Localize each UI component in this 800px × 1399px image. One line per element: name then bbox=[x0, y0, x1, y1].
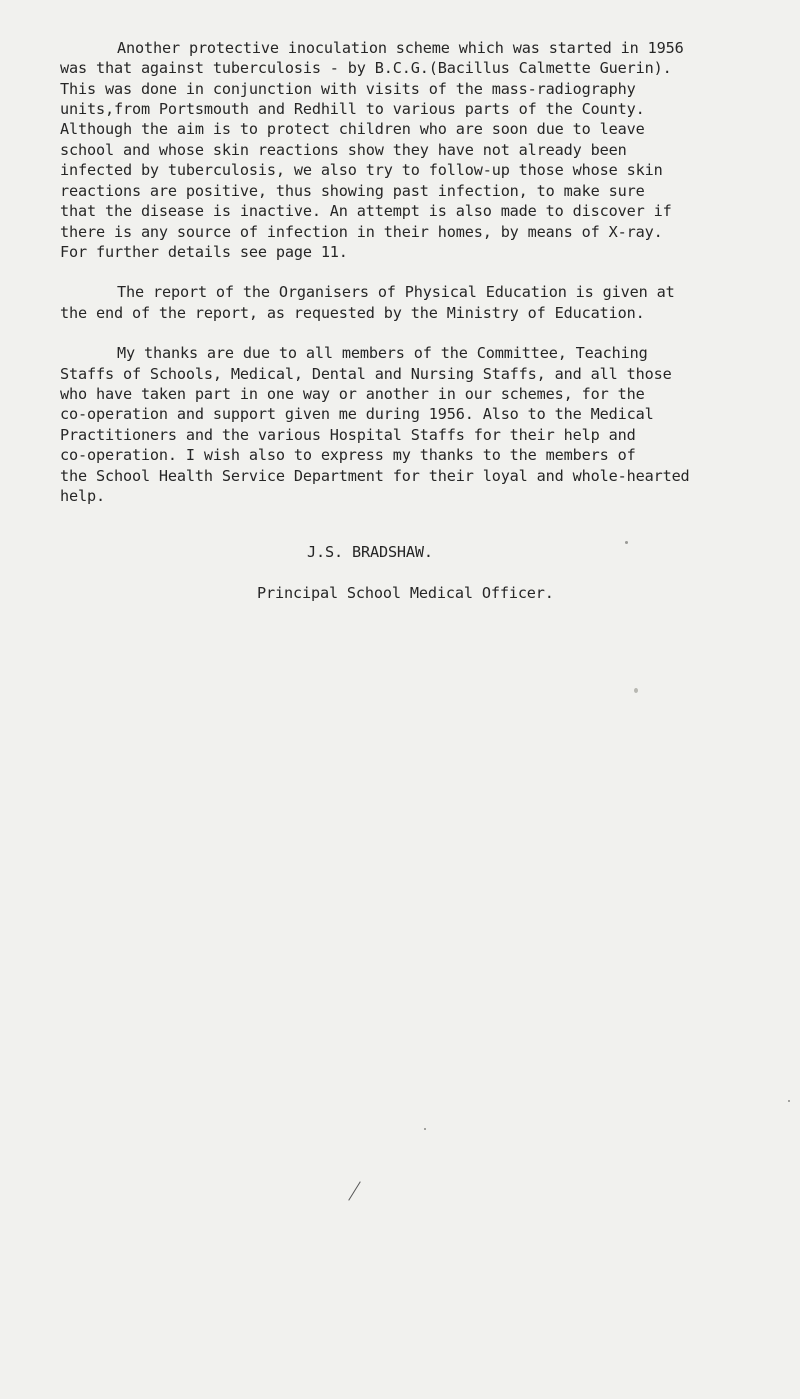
signature-title: Principal School Medical Officer. bbox=[257, 584, 554, 602]
text-line: was that against tuberculosis - by B.C.G.(Bacillus Calmette Guerin). bbox=[60, 59, 672, 77]
text-line: co-operation and support given me during 1956. Also to the Medical bbox=[60, 405, 654, 423]
text-line: Practitioners and the various Hospital Staffs for their help and bbox=[60, 426, 636, 444]
scan-mark bbox=[625, 541, 628, 544]
text-line: reactions are positive, thus showing past infection, to make sure bbox=[60, 182, 645, 200]
text-line: My thanks are due to all members of the Committee, Teaching bbox=[117, 344, 648, 362]
text-line: units,from Portsmouth and Redhill to various parts of the County. bbox=[60, 100, 645, 118]
text-line: Staffs of Schools, Medical, Dental and Nursing Staffs, and all those bbox=[60, 365, 672, 383]
scan-mark bbox=[634, 688, 638, 693]
text-line: the School Health Service Department for their loyal and whole-hearted bbox=[60, 467, 690, 485]
text-line: the end of the report, as requested by the Ministry of Education. bbox=[60, 304, 645, 322]
text-line: The report of the Organisers of Physical Education is given at bbox=[117, 283, 675, 301]
text-line: there is any source of infection in their homes, by means of X-ray. bbox=[60, 223, 663, 241]
text-line: who have taken part in one way or another in our schemes, for the bbox=[60, 385, 645, 403]
text-line: school and whose skin reactions show they have not already been bbox=[60, 141, 627, 159]
text-line bbox=[60, 38, 684, 58]
text-line: that the disease is inactive. An attempt is also made to discover if bbox=[60, 202, 672, 220]
text-line: For further details see page 11. bbox=[60, 243, 348, 261]
scan-speck bbox=[424, 1128, 426, 1130]
text-line: Although the aim is to protect children who are soon due to leave bbox=[60, 120, 645, 138]
text-line: co-operation. I wish also to express my thanks to the members of bbox=[60, 446, 636, 464]
text-line: infected by tuberculosis, we also try to follow-up those whose skin bbox=[60, 161, 663, 179]
text-line-content: Another protective inoculation scheme which was started in 1956 bbox=[117, 39, 684, 57]
signature-name: J.S. BRADSHAW. bbox=[307, 543, 433, 561]
pencil-mark bbox=[348, 1181, 361, 1200]
text-line: This was done in conjunction with visits of the mass-radiography bbox=[60, 80, 636, 98]
text-line: help. bbox=[60, 487, 105, 505]
scan-speck bbox=[788, 1100, 790, 1102]
